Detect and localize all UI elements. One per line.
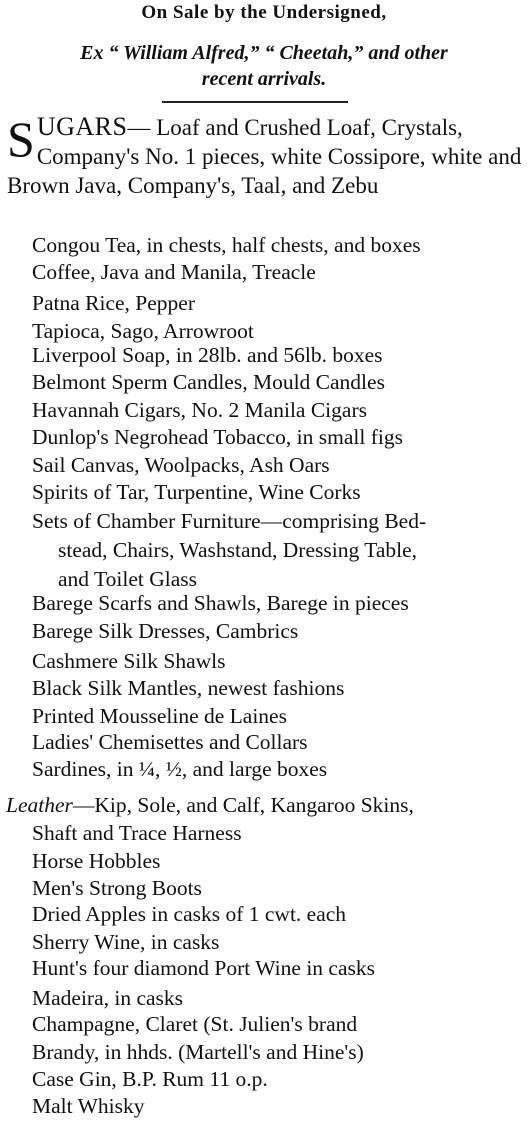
list-item: Brandy, in hhds. (Martell's and Hine's) [32,1040,364,1064]
sugars-text: — Loaf and Crushed Loaf, Crystals, Company's No. 1 pieces, white Cossipore, white and Brown Java, Company's, Taal, and Zebu [7,115,522,198]
list-item: Coffee, Java and Manila, Treacle [32,260,316,284]
list-item: Sherry Wine, in casks [32,930,220,954]
list-item: Madeira, in casks [32,986,184,1010]
list-item: Hunt's four diamond Port Wine in casks [32,956,375,980]
sugars-paragraph [7,112,522,200]
list-item: Congou Tea, in chests, half chests, and boxes [32,233,421,257]
list-item: Men's Strong Boots [32,876,202,900]
list-item: Barege Silk Dresses, Cambrics [32,619,299,643]
list-item: Shaft and Trace Harness [32,821,242,845]
list-item: Case Gin, B.P. Rum 11 o.p. [32,1067,268,1091]
list-item: Champagne, Claret (St. Julien's brand [32,1012,358,1036]
list-item: Sardines, in ¼, ½, and large boxes [32,757,328,781]
list-item: Sail Canvas, Woolpacks, Ash Oars [32,453,330,477]
list-item: Barege Scarfs and Shawls, Barege in pieces [32,591,409,615]
leather-label: Leather [6,793,73,817]
list-item: Spirits of Tar, Turpentine, Wine Corks [32,480,361,504]
list-item: Belmont Sperm Candles, Mould Candles [32,370,385,394]
subheading-line-1: Ex “ William Alfred,” “ Cheetah,” and other [80,42,448,64]
list-item: stead, Chairs, Washstand, Dressing Table, [58,538,418,562]
list-item: Patna Rice, Pepper [32,291,195,315]
list-item: Black Silk Mantles, newest fashions [32,676,345,700]
list-item: Havannah Cigars, No. 2 Manila Cigars [32,398,367,422]
list-item: Sets of Chamber Furniture—comprising Bed- [32,509,427,533]
list-item: Cashmere Silk Shawls [32,649,226,673]
leather-text: —Kip, Sole, and Calf, Kangaroo Skins, [72,793,414,817]
list-item: Dunlop's Negrohead Tobacco, in small figs [32,425,403,449]
list-item: Tapioca, Sago, Arrowroot [32,319,254,343]
subheading-line-2: recent arrivals. [201,68,327,90]
list-item: Ladies' Chemisettes and Collars [32,730,308,754]
list-item: Dried Apples in casks of 1 cwt. each [32,902,347,926]
shipment-subheading [0,40,528,92]
advertisement-heading: On Sale by the Undersigned, [141,2,387,23]
heading-divider [162,101,348,103]
sugars-lead: UGARS [36,112,128,141]
list-item: and Toilet Glass [58,567,198,591]
list-item: Printed Mousseline de Laines [32,704,287,728]
list-item: Horse Hobbles [32,849,161,873]
leather-heading [6,792,414,818]
list-item: Malt Whisky [32,1094,145,1118]
list-item: Liverpool Soap, in 28lb. and 56lb. boxes [32,343,383,367]
drop-cap: S [7,111,35,167]
